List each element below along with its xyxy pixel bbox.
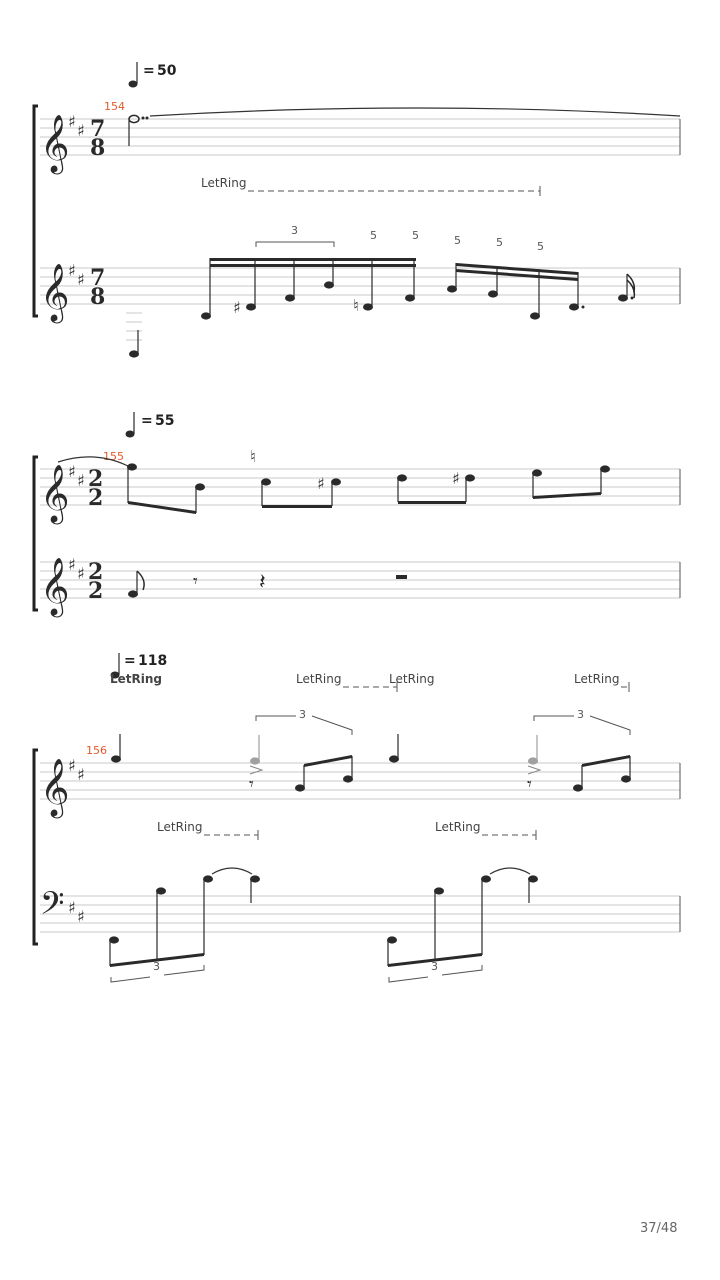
bar-number: 154 — [104, 100, 125, 113]
let-ring-label: LetRing — [296, 672, 342, 686]
tuplet-number: 3 — [577, 708, 584, 721]
note — [111, 755, 121, 762]
tempo-equals: = — [141, 413, 153, 429]
system-bracket — [34, 457, 38, 610]
tempo-note-icon — [129, 81, 138, 88]
sharp-icon: ♯ — [77, 471, 85, 490]
tuplet-number: 3 — [431, 960, 438, 973]
sharp-icon: ♯ — [77, 564, 85, 583]
tuplet-number: 5 — [496, 236, 503, 249]
treble-clef-icon: 𝄞 — [40, 263, 70, 321]
sharp-icon: ♯ — [77, 765, 85, 784]
system-2 — [34, 412, 680, 618]
staff-top-2 — [40, 447, 680, 525]
tuplet-number: 3 — [299, 708, 306, 721]
time-signature-top: 7 — [90, 116, 106, 142]
tempo-value: 118 — [138, 653, 168, 669]
time-signature-top: 2 — [88, 466, 104, 492]
let-ring-label: LetRing — [110, 672, 163, 686]
time-signature-bottom: 2 — [88, 578, 104, 604]
sharp-icon: ♯ — [77, 270, 85, 289]
sharp-icon: ♯ — [77, 121, 85, 140]
tuplet-number: 3 — [291, 224, 298, 237]
note — [389, 755, 399, 762]
tempo-marking-2 — [126, 412, 175, 438]
let-ring-label: LetRing — [201, 176, 247, 190]
page-number: 37/48 — [640, 1221, 678, 1236]
tuplet-number: 3 — [153, 960, 160, 973]
treble-clef-icon: 𝄞 — [40, 464, 70, 522]
bass-clef-icon: 𝄢 — [40, 885, 65, 929]
eighth-rest-icon: 𝄾 — [249, 774, 254, 795]
sharp-icon: ♯ — [68, 756, 76, 775]
tempo-value: 50 — [157, 63, 177, 79]
eighth-rest-icon: 𝄾 — [193, 571, 198, 592]
sharp-icon: ♯ — [452, 469, 460, 488]
treble-clef-icon: 𝄞 — [40, 758, 70, 816]
system-bracket — [34, 750, 38, 944]
staff-bottom-1 — [40, 224, 680, 358]
staff-top-3 — [40, 734, 680, 819]
natural-icon: ♮ — [353, 296, 359, 315]
sharp-icon: ♯ — [68, 112, 76, 131]
system-3 — [34, 653, 680, 982]
time-signature-bottom: 8 — [90, 135, 106, 161]
let-ring-label: LetRing — [157, 820, 203, 834]
quarter-rest-icon: 𝄽 — [259, 570, 266, 595]
tuplet-number: 5 — [412, 229, 419, 242]
staff-top-1 — [40, 108, 680, 175]
bar-number: 156 — [86, 744, 107, 757]
let-ring-1 — [201, 176, 540, 196]
tempo-equals: = — [143, 63, 155, 79]
tempo-note-icon — [126, 431, 135, 438]
time-signature-bottom: 8 — [90, 284, 106, 310]
let-ring-label: LetRing — [389, 672, 435, 686]
time-signature-bottom: 2 — [88, 485, 104, 511]
sharp-icon: ♯ — [77, 907, 85, 926]
system-1 — [34, 62, 680, 358]
note — [128, 590, 138, 597]
half-rest-icon — [396, 575, 407, 579]
let-ring-label: LetRing — [574, 672, 620, 686]
system-bracket — [34, 106, 38, 316]
tempo-value: 55 — [155, 413, 175, 429]
tie — [150, 108, 680, 116]
staff-bottom-3 — [40, 868, 680, 982]
tempo-equals: = — [124, 653, 136, 669]
eighth-rest-icon: 𝄾 — [527, 774, 532, 795]
sharp-icon: ♯ — [68, 261, 76, 280]
sharp-icon: ♯ — [317, 474, 325, 493]
tuplet-number: 5 — [454, 234, 461, 247]
time-signature-top: 2 — [88, 559, 104, 585]
sharp-icon: ♯ — [233, 298, 241, 317]
tuplet-number: 5 — [537, 240, 544, 253]
sharp-icon: ♯ — [68, 898, 76, 917]
tempo-marking-1 — [129, 62, 177, 88]
treble-clef-icon: 𝄞 — [40, 114, 70, 172]
sharp-icon: ♯ — [68, 555, 76, 574]
staff-bottom-2 — [40, 555, 680, 618]
time-signature-top: 7 — [90, 265, 106, 291]
bar-number: 155 — [103, 450, 124, 463]
natural-icon: ♮ — [250, 447, 256, 466]
let-ring-label: LetRing — [435, 820, 481, 834]
sharp-icon: ♯ — [68, 462, 76, 481]
treble-clef-icon: 𝄞 — [40, 557, 70, 615]
tuplet-number: 5 — [370, 229, 377, 242]
